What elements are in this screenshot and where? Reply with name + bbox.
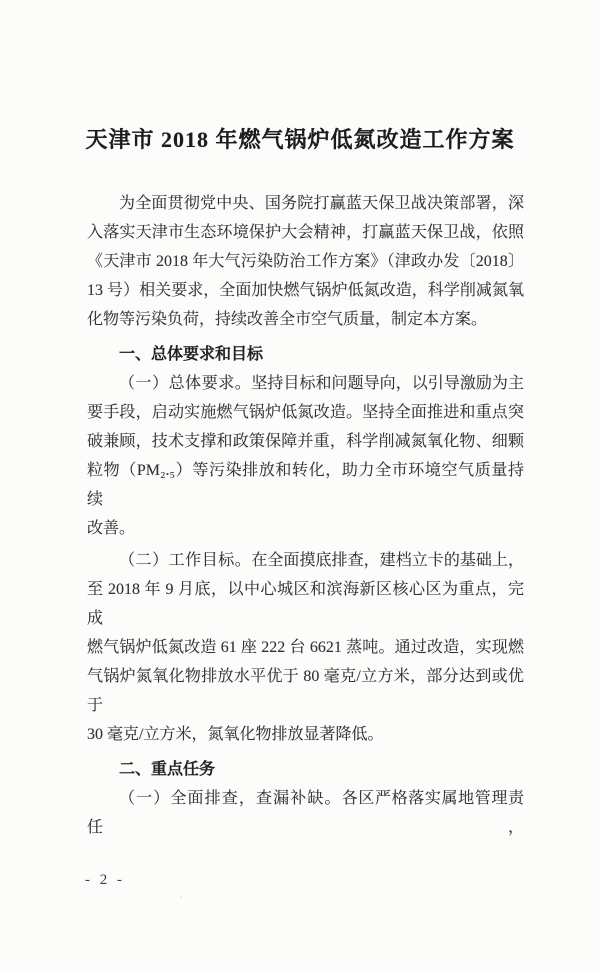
line-text: 一、总体要求和目标 bbox=[119, 346, 264, 363]
line-text: 破兼顾，技术支撑和政策保障并重，科学削减氮氧化物、细颗 bbox=[87, 433, 524, 450]
page-number: - 2 - bbox=[85, 872, 125, 888]
document-line bbox=[87, 427, 524, 456]
document-line bbox=[87, 784, 524, 842]
paragraph-lead: （二）工作目标。 bbox=[119, 552, 252, 569]
scan-speck bbox=[468, 194, 471, 197]
line-text: 粒物（PM₂.₅）等污染排放和转化，助力全市环境空气质量持续 bbox=[87, 462, 524, 508]
document-line bbox=[87, 247, 524, 276]
line-text: 化物等污染负荷，持续改善全市空气质量，制定本方案。 bbox=[87, 311, 488, 328]
line-text: 为全面贯彻党中央、国务院打赢蓝天保卫战决策部署，深 bbox=[119, 195, 524, 212]
document-line bbox=[87, 456, 524, 514]
line-text: 要手段，启动实施燃气锅炉低氮改造。坚持全面推进和重点突 bbox=[87, 404, 524, 421]
document-line bbox=[87, 369, 524, 398]
line-text: 各区严格落实属地管理责任， bbox=[87, 790, 524, 836]
line-text: 30 毫克/立方米，氮氧化物排放显著降低。 bbox=[87, 726, 384, 743]
line-text: 燃气锅炉低氮改造 61 座 222 台 6621 蒸吨。通过改造，实现燃 bbox=[87, 639, 524, 656]
document-line bbox=[87, 575, 524, 633]
document-line bbox=[87, 662, 524, 720]
scan-speck bbox=[180, 896, 182, 898]
line-text: 入落实天津市生态环境保护大会精神，打赢蓝天保卫战，依照 bbox=[87, 224, 524, 241]
scan-speck bbox=[455, 420, 457, 422]
document-line bbox=[87, 189, 524, 218]
scan-speck bbox=[508, 564, 510, 566]
section-heading bbox=[87, 755, 524, 784]
paragraph-lead: （一）总体要求。 bbox=[119, 375, 252, 392]
document-line bbox=[87, 546, 524, 575]
line-text: 坚持目标和问题导向，以引导激励为主 bbox=[251, 375, 524, 392]
line-text: 13 号）相关要求，全面加快燃气锅炉低氮改造，科学削减氮氧 bbox=[87, 282, 524, 299]
line-text: 在全面摸底排查，建档立卡的基础上， bbox=[251, 552, 524, 569]
document-line bbox=[87, 398, 524, 427]
scan-speck bbox=[412, 298, 414, 300]
line-text: 二、重点任务 bbox=[119, 761, 216, 778]
line-text: 《天津市 2018 年大气污染防治工作方案》（津政办发〔2018〕 bbox=[87, 253, 524, 270]
document-line bbox=[87, 514, 524, 543]
line-text: 改善。 bbox=[87, 520, 136, 537]
document-line bbox=[87, 720, 524, 749]
document-line bbox=[87, 633, 524, 662]
document-line bbox=[87, 276, 524, 305]
document-line bbox=[87, 218, 524, 247]
scanned-document-page bbox=[0, 126, 600, 974]
section-heading bbox=[87, 340, 524, 369]
document-body bbox=[87, 189, 524, 842]
line-text: 气锅炉氮氧化物排放水平优于 80 毫克/立方米，部分达到或优于 bbox=[87, 668, 524, 714]
line-text: 至 2018 年 9 月底，以中心城区和滨海新区核心区为重点，完成 bbox=[87, 581, 524, 627]
scan-speck bbox=[366, 290, 369, 292]
paragraph-lead: （一）全面排查，查漏补缺。 bbox=[119, 790, 342, 807]
document-title: 天津市 2018 年燃气锅炉低氮改造工作方案 bbox=[85, 127, 515, 152]
document-line bbox=[87, 305, 524, 334]
